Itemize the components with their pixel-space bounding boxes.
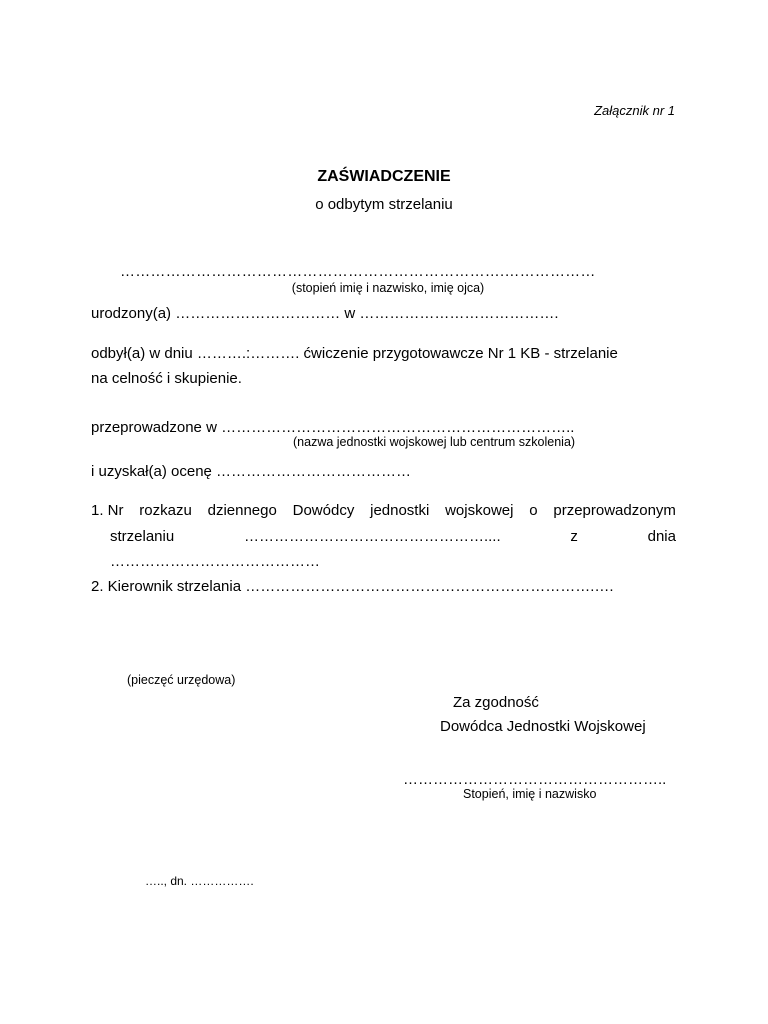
grade-line: i uzyskał(a) ocenę ………………………………… [91, 463, 412, 480]
date-place-line: ….., dn. ……………. [145, 874, 254, 888]
item-1-word: jednostki [370, 502, 430, 519]
annex-label: Załącznik nr 1 [594, 103, 675, 118]
za-zgodnosc-label: Za zgodność [453, 694, 539, 711]
item-1-word: wojskowej [445, 502, 514, 519]
item-1-word: strzelaniu [110, 528, 175, 545]
birth-line: urodzony(a) …………………………… w …………………………………. [91, 305, 559, 322]
item-1-word: rozkazu [139, 502, 192, 519]
name-caption: (stopień imię i nazwisko, imię ojca) [291, 281, 485, 295]
item-1-word: 1. Nr [91, 502, 124, 519]
conducted-line: przeprowadzone w …………………………………………………………….. [91, 419, 575, 436]
item-2-line: 2. Kierownik strzelania …………………………………………………………….…. [91, 578, 614, 595]
item-1-word: z [570, 528, 578, 545]
item-1-word: przeprowadzonym [553, 502, 676, 519]
item-1-word: dnia [647, 528, 676, 545]
unit-caption: (nazwa jednostki wojskowej lub centrum szkolenia) [293, 435, 576, 449]
item-1-word: dziennego [207, 502, 277, 519]
item-1-line-1 [91, 502, 676, 519]
item-1-dots: ………………………………………….... [243, 528, 501, 545]
exercise-line-2: na celność i skupienie. [91, 370, 242, 387]
signature-caption: Stopień, imię i nazwisko [463, 787, 597, 801]
commander-label: Dowódca Jednostki Wojskowej [440, 718, 646, 735]
item-1-line-3: …………………………………… [110, 553, 320, 570]
seal-label: (pieczęć urzędowa) [127, 673, 236, 687]
signature-line: …………………………………………….. [403, 771, 667, 788]
item-1-word: o [529, 502, 538, 519]
document-subtitle: o odbytym strzelaniu [315, 196, 453, 213]
exercise-line-1: odbył(a) w dniu ……….:………. ćwiczenie przygotowawcze Nr 1 KB - strzelanie [91, 345, 618, 362]
name-fill-line: ………………………………………………………………….……………… [120, 263, 596, 280]
item-1-word: Dowódcy [292, 502, 355, 519]
document-title: ZAŚWIADCZENIE [317, 168, 451, 185]
item-1-line-2 [110, 528, 676, 545]
